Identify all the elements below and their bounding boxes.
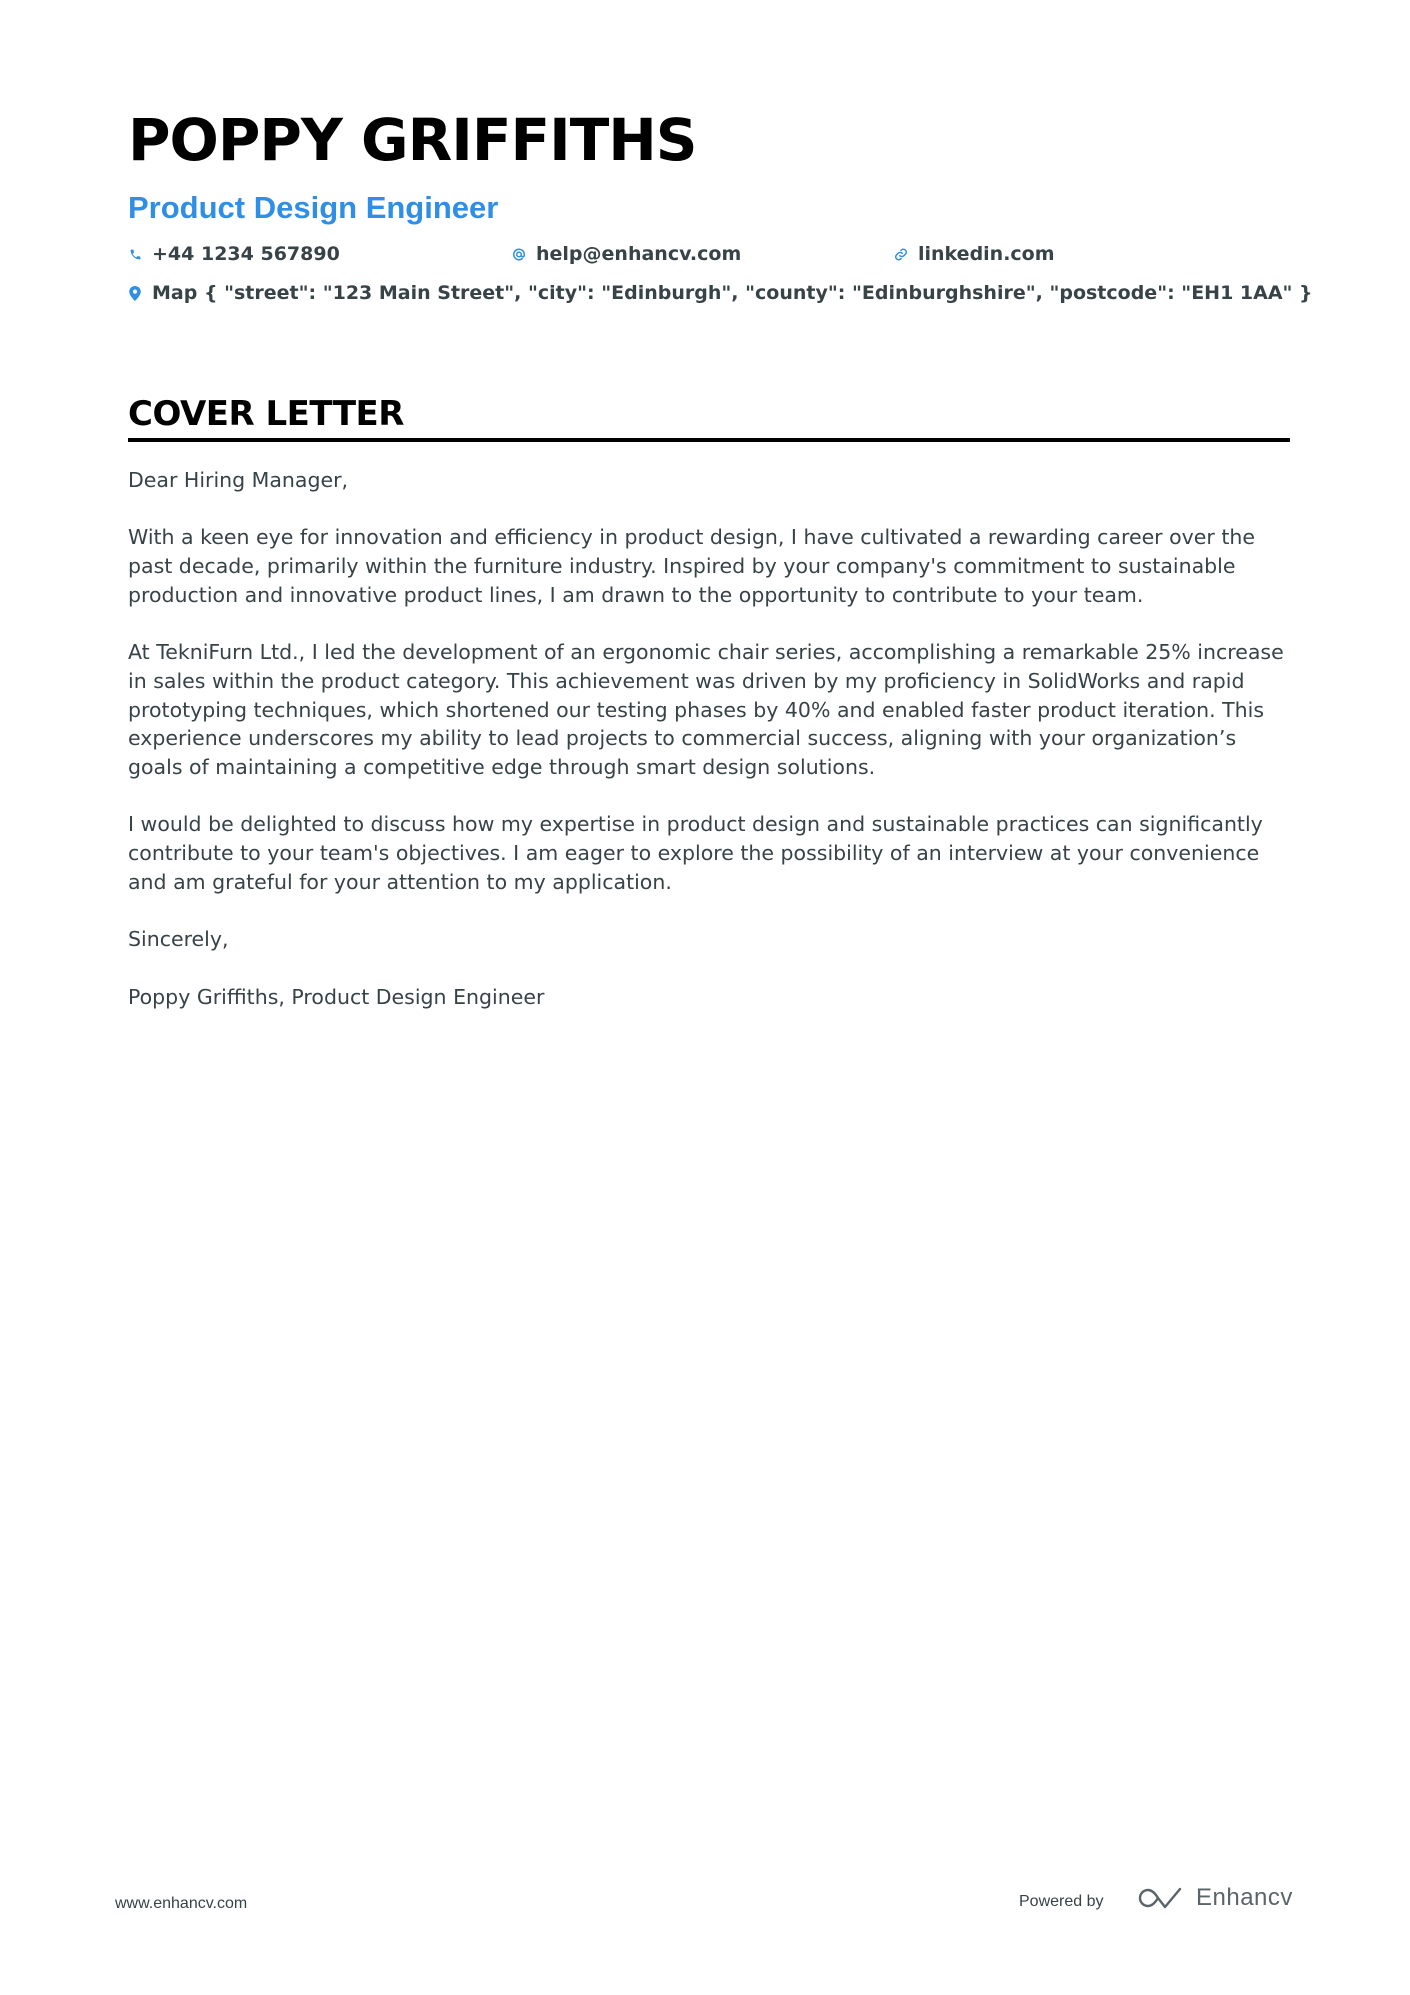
section-divider — [128, 438, 1290, 442]
letter-paragraph: I would be delighted to discuss how my expertise in product design and sustainable practices can significantly contribute to your team's objectives. I am eager to explore the possibility of an interview at your convenience and am grateful for your attention to my application. — [128, 812, 1263, 894]
letter-paragraph: With a keen eye for innovation and efficiency in product design, I have cultivated a rewarding career over the past decade, primarily within the furniture industry. Inspired by your company's commitment to sustainable production and innovative product lines, I am drawn to the opportunity to contribute to your team. — [128, 525, 1255, 607]
applicant-name: POPPY GRIFFITHS — [128, 106, 697, 174]
enhancv-logo-icon — [1138, 1886, 1184, 1910]
contact-address — [128, 282, 1313, 304]
brand-name: Enhancv — [1196, 1884, 1293, 1911]
letter-greeting: Dear Hiring Manager, — [128, 468, 349, 492]
powered-by-label: Powered by — [1019, 1893, 1104, 1910]
email-text: help@enhancv.com — [536, 243, 742, 265]
at-icon — [512, 246, 526, 262]
address-text: Map { "street": "123 Main Street", "city": "Edinburgh", "county": "Edinburghshire", "postcode": "EH1 1AA" } — [152, 282, 1313, 304]
contact-linkedin[interactable] — [894, 243, 1055, 265]
letter-paragraph: At TekniFurn Ltd., I led the development of an ergonomic chair series, accomplishing a remarkable 25% increase in sales within the product category. This achievement was driven by my proficiency in SolidWorks and rapid prototyping techniques, which shortened our testing phases by 40% and enabled faster product iteration. This experience underscores my ability to lead projects to commercial success, aligning with your organization’s goals of maintaining a competitive edge through smart design solutions. — [128, 640, 1284, 779]
phone-icon — [128, 246, 142, 262]
footer-website-link[interactable]: www.enhancv.com — [115, 1895, 248, 1912]
contact-phone[interactable] — [128, 243, 340, 265]
map-pin-icon — [128, 285, 142, 301]
letter-closing: Sincerely, — [128, 927, 229, 952]
applicant-title: Product Design Engineer — [128, 190, 499, 225]
link-icon — [894, 246, 908, 262]
linkedin-text: linkedin.com — [918, 243, 1055, 265]
letter-signature: Poppy Griffiths, Product Design Engineer — [128, 984, 545, 1009]
section-title: COVER LETTER — [128, 394, 404, 434]
contact-email[interactable] — [512, 243, 741, 265]
letter-body — [128, 466, 1293, 1040]
phone-text: +44 1234 567890 — [152, 243, 340, 265]
enhancv-brand[interactable] — [1138, 1884, 1293, 1912]
